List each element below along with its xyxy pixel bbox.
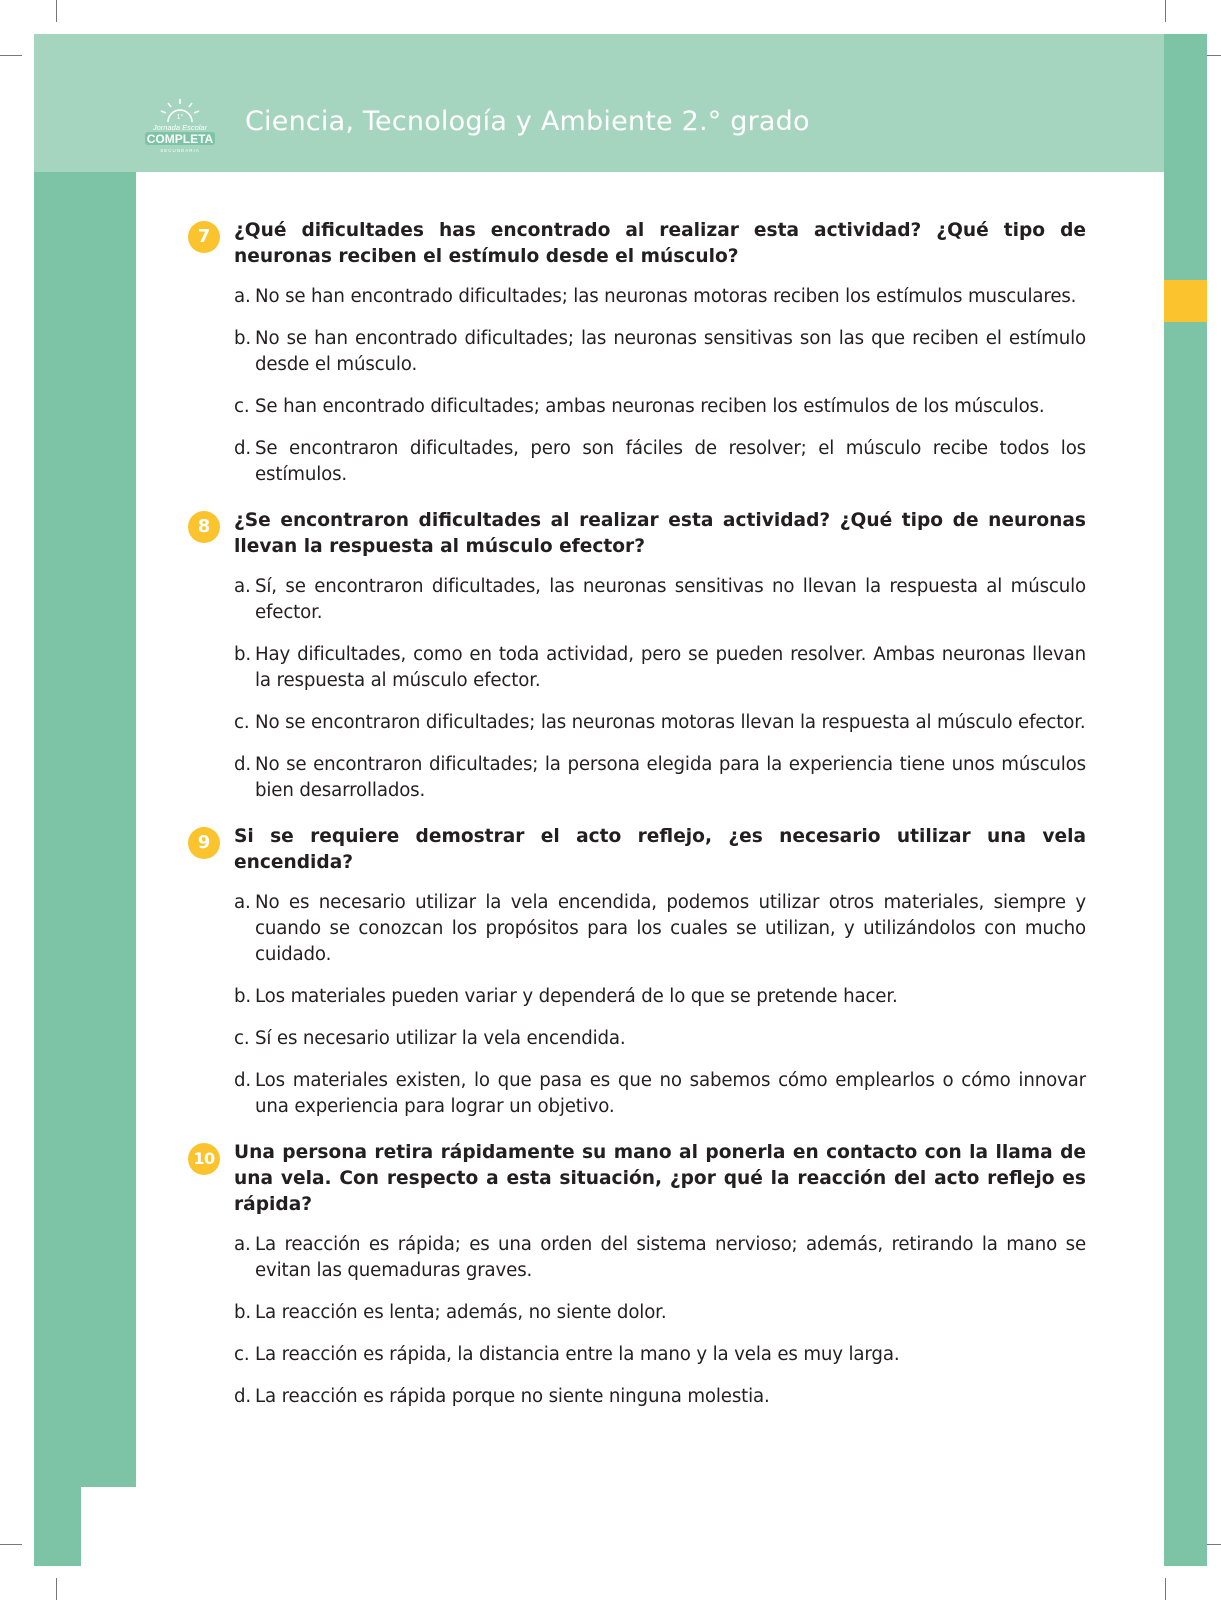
answer-option bbox=[234, 436, 1086, 488]
answer-options bbox=[188, 574, 1086, 804]
option-text: Sí, se encontraron dificultades, las neuronas sensitivas no llevan la respuesta al músculo efector. bbox=[255, 576, 1086, 623]
question-number-badge: 8 bbox=[188, 511, 220, 543]
option-letter: c. bbox=[234, 712, 250, 733]
option-text: Los materiales pueden variar y dependerá de lo que se pretende hacer. bbox=[255, 986, 898, 1007]
option-text: Se han encontrado dificultades; ambas neuronas reciben los estímulos de los músculos. bbox=[255, 396, 1045, 417]
left-side-band bbox=[34, 172, 136, 1566]
option-text: No es necesario utilizar la vela encendida, podemos utilizar otros materiales, siempre y cuando se conozcan los propósitos para los cuales se utilizan, y utilizándolos con mucho cuidado. bbox=[255, 892, 1086, 965]
crop-mark bbox=[56, 1578, 57, 1600]
option-text: Los materiales existen, lo que pasa es que no sabemos cómo emplearlos o cómo innovar una experiencia para lograr un objetivo. bbox=[255, 1070, 1086, 1117]
option-letter: d. bbox=[234, 1386, 252, 1407]
option-letter: b. bbox=[234, 644, 252, 665]
option-letter: d. bbox=[234, 754, 252, 775]
logo-line3: SECUNDARIA bbox=[160, 148, 200, 153]
crop-mark bbox=[0, 1544, 22, 1545]
option-letter: a. bbox=[234, 286, 251, 307]
option-letter: d. bbox=[234, 1070, 252, 1091]
question-number-badge: 9 bbox=[188, 827, 220, 859]
option-letter: b. bbox=[234, 986, 252, 1007]
answer-option bbox=[234, 1026, 1086, 1052]
option-text: La reacción es rápida, la distancia entre la mano y la vela es muy larga. bbox=[255, 1344, 900, 1365]
sun-logo-icon bbox=[141, 97, 219, 155]
question-item bbox=[188, 218, 1086, 488]
logo-line2: COMPLETA bbox=[146, 132, 214, 146]
answer-options bbox=[188, 1232, 1086, 1410]
option-letter: a. bbox=[234, 576, 251, 597]
question-text: Una persona retira rápidamente su mano al ponerla en contacto con la llama de una vela. Con respecto a esta situación, ¿por qué la reacción del acto reflejo es rápida? bbox=[234, 1142, 1086, 1215]
page-header-title: Ciencia, Tecnología y Ambiente 2.° grado bbox=[245, 106, 810, 137]
option-letter: a. bbox=[234, 892, 251, 913]
answer-option bbox=[234, 1300, 1086, 1326]
question-number-badge: 10 bbox=[188, 1143, 220, 1175]
logo-line1: Jornada Escolar bbox=[152, 123, 208, 132]
question-number-badge: 7 bbox=[188, 221, 220, 253]
crop-mark bbox=[1165, 1578, 1166, 1600]
question-text: ¿Qué dificultades has encontrado al realizar esta actividad? ¿Qué tipo de neuronas reciben el estímulo desde el músculo? bbox=[234, 220, 1086, 267]
crop-mark bbox=[56, 0, 57, 22]
question-text: Si se requiere demostrar el acto reflejo, ¿es necesario utilizar una vela encendida? bbox=[234, 826, 1086, 873]
answer-option bbox=[234, 1068, 1086, 1120]
questions-list bbox=[188, 218, 1086, 1430]
option-letter: b. bbox=[234, 328, 252, 349]
answer-option bbox=[234, 984, 1086, 1010]
option-letter: d. bbox=[234, 438, 252, 459]
answer-option bbox=[234, 574, 1086, 626]
option-text: No se han encontrado dificultades; las neuronas motoras reciben los estímulos musculares. bbox=[255, 286, 1077, 307]
answer-option bbox=[234, 642, 1086, 694]
question-item bbox=[188, 508, 1086, 804]
option-text: Sí es necesario utilizar la vela encendida. bbox=[255, 1028, 626, 1049]
answer-option bbox=[234, 1342, 1086, 1368]
answer-option bbox=[234, 890, 1086, 968]
option-letter: c. bbox=[234, 396, 250, 417]
option-text: Hay dificultades, como en toda actividad, pero se pueden resolver. Ambas neuronas llevan la respuesta al músculo efector. bbox=[255, 644, 1086, 691]
answer-option bbox=[234, 326, 1086, 378]
option-letter: a. bbox=[234, 1234, 251, 1255]
right-side-band bbox=[1164, 34, 1207, 1566]
page-number-tab bbox=[81, 1487, 136, 1566]
crop-mark bbox=[1165, 0, 1166, 22]
answer-options bbox=[188, 284, 1086, 488]
question-item bbox=[188, 824, 1086, 1120]
answer-option bbox=[234, 394, 1086, 420]
question-text: ¿Se encontraron dificultades al realizar esta actividad? ¿Qué tipo de neuronas llevan la respuesta al músculo efector? bbox=[234, 510, 1086, 557]
option-text: No se han encontrado dificultades; las neuronas sensitivas son las que reciben el estímulo desde el músculo. bbox=[255, 328, 1086, 375]
option-text: Se encontraron dificultades, pero son fáciles de resolver; el músculo recibe todos los estímulos. bbox=[255, 438, 1086, 485]
option-text: La reacción es rápida porque no siente ninguna molestia. bbox=[255, 1386, 770, 1407]
option-text: La reacción es lenta; además, no siente dolor. bbox=[255, 1302, 667, 1323]
option-text: La reacción es rápida; es una orden del sistema nervioso; además, retirando la mano se evitan las quemaduras graves. bbox=[255, 1234, 1086, 1281]
chapter-accent-marker bbox=[1164, 280, 1207, 322]
option-letter: c. bbox=[234, 1344, 250, 1365]
answer-options bbox=[188, 890, 1086, 1120]
answer-option bbox=[234, 1384, 1086, 1410]
answer-option bbox=[234, 752, 1086, 804]
crop-mark bbox=[0, 55, 22, 56]
answer-option bbox=[234, 710, 1086, 736]
logo-small-text: 1° bbox=[176, 114, 184, 121]
question-item bbox=[188, 1140, 1086, 1410]
option-letter: c. bbox=[234, 1028, 250, 1049]
answer-option bbox=[234, 284, 1086, 310]
option-letter: b. bbox=[234, 1302, 252, 1323]
option-text: No se encontraron dificultades; las neuronas motoras llevan la respuesta al músculo efector. bbox=[255, 712, 1086, 733]
option-text: No se encontraron dificultades; la persona elegida para la experiencia tiene unos músculos bien desarrollados. bbox=[255, 754, 1086, 801]
page-number: 138 bbox=[84, 1500, 116, 1519]
answer-option bbox=[234, 1232, 1086, 1284]
